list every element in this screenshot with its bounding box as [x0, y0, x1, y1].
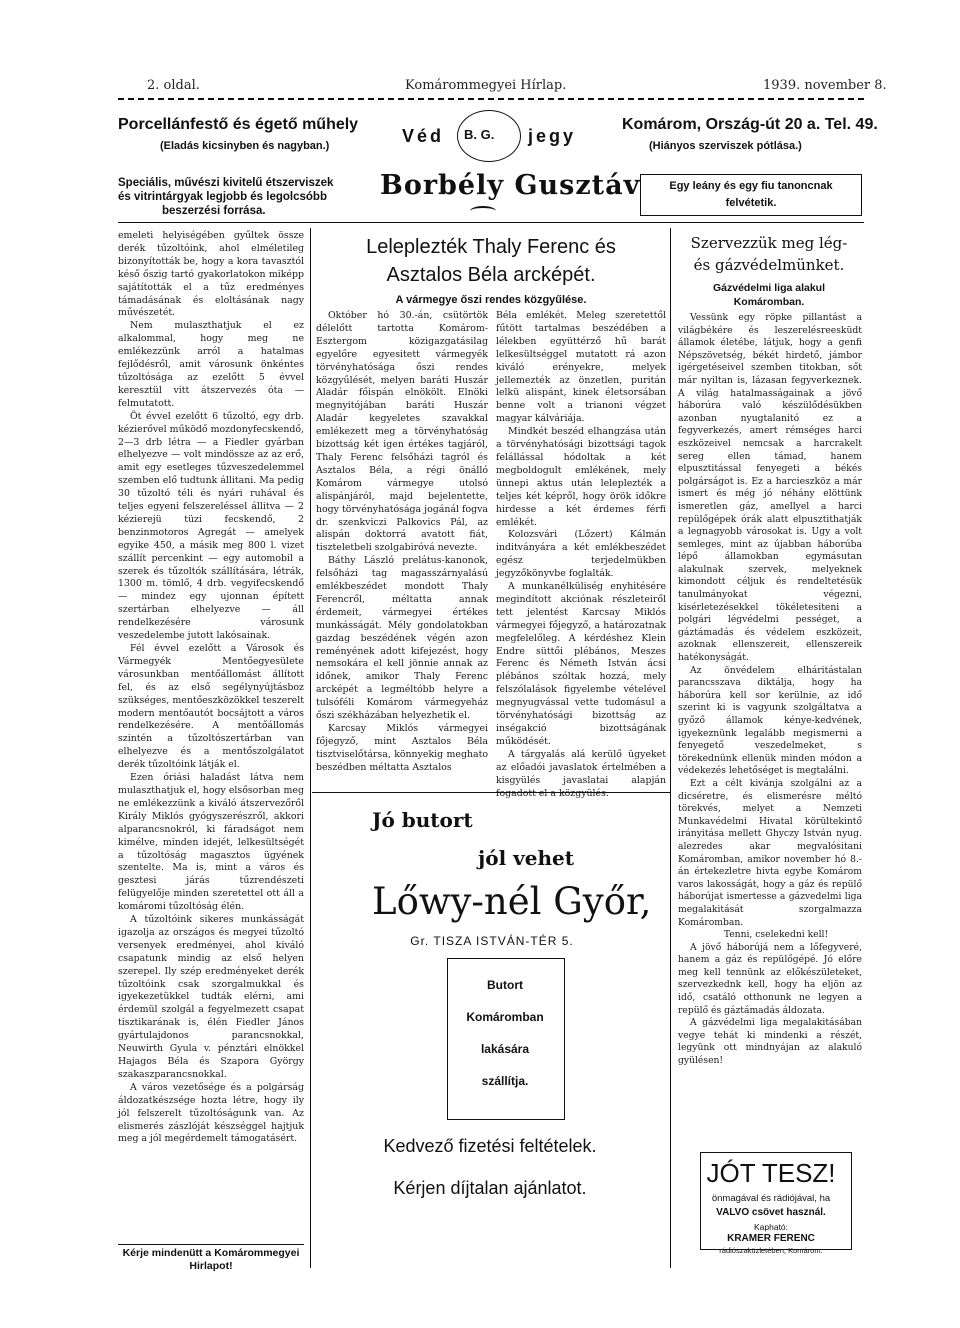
furniture-ad-store: Lőwy-nél Győr,: [372, 880, 652, 923]
county-left-para-1: Október hó 30.-án, csütörtök délelőtt tartotta Komárom-Esztergom közigazgatásilag egyelőre egyesitett vármegyék törvényhatósága őszi rendes közgyűlését, melyen baráti Huszár Aladár főispán elnökölt. Elnöki megnyitójában baráti Huszár Aladár kegyeletes szavakkal emlékezett meg a törvényhatóság bizottság két igen értékes tagjáról, Thaly Ferenc felsőházi tagról és Asztalos Béla, a régi önálló Komárom vármegye utolsó alispánjáról, majd bejelentette, hogy törvényhatósága jogánál fogva dr. szenkviczi Palkovics Pál, az alispán doktorrá avatott fiát, tiszteletbeli szolgabiróvá nevezte.: [316, 310, 488, 554]
fire-article-para-7: A város vezetősége és a polgárság áldozatkészsége hozta létre, hogy ily jól felszerelt tűzoltóságunk van. Az elismerés zászlóját készséggel hajtjuk meg a jól megérdemelt támogatásért.: [118, 1081, 304, 1145]
air-defense-para-4: Tenni, cselekedni kell!: [723, 929, 829, 941]
county-article-left: [316, 310, 488, 775]
radio-ad-title: JÓT TESZ!: [706, 1158, 836, 1188]
column-divider-1: [310, 228, 311, 1268]
furniture-box-line-4: szállítja.: [481, 1074, 529, 1088]
radio-ad-line-5: rádiószaküzletében, Komárom.: [719, 1246, 823, 1255]
air-defense-para-2: Az önvédelem elháritástalan parancsszava diktálja, hogy ha háborúra kell sor kerülnie, az idő szerint ki is vagyunk szolgáltatva a győző államok kénye-kedvének, igyekeznünk legalább megismerni a fenyegető veszedelmeket, s törekednünk ellenük minden módon a védekezés lehetőséget is megtalálni.: [678, 664, 862, 777]
header-rule: [118, 98, 864, 100]
fire-article-para-6: A tűzoltóink sikeres munkásságát igazolja az országos és megyei tűzoltó versenyek eredményei, ahol kiváló csapatunk mindig az első helyen szerepel. Ily szép eredményeket derék tűzoltóink csak szorgalmukkal és igyekezetükkel tudták elérni, ami érdemül szolgál a fegyelmezett csapat tisztikarának is, élén Fiedler János gyártulajdonos parancsnokkal, Neuwirth Gyula v. pénztári elnökkel Hajagos Béla és Szapora György szakaszparancsnokkal.: [118, 914, 304, 1080]
county-left-para-3: Karcsay Miklós vármegyei főjegyző, mint Asztalos Béla tisztviselőtársa, könnyekig meghato beszédben méltatta Asztalos: [316, 723, 488, 773]
furniture-ad-terms: Kedvező fizetési feltételek.: [383, 1136, 597, 1156]
furniture-ad-line-1: Jó butort: [372, 808, 473, 832]
trademark-right: jegy: [528, 126, 577, 146]
fire-article-para-2: Nem mulaszthatjuk el ez alkalommal, hogy meg ne emlékezzünk arról a hatalmas fejlődésről, amit városunk önkéntes tűzoltósága az ezelőtt 5 évvel keresztül vitt átszervezés óta — felmutatott.: [118, 320, 304, 409]
page-date: 1939. november 8.: [763, 78, 887, 93]
fire-article-para-3: Öt évvel ezelőtt 6 tűzoltó, egy drb. kézierővel működő mozdonyfecskendő, 2—3 drb létra — a Fiedler gyárban elhelyezve — volt mindössze az az erő, amit egy esetleges tűzveszedelemmel szemben elő tudtunk állitani. Ma pedig 30 tűzoltó téli és nyári ruhával és teljes egyeni felszereléssel állitva — 2 kézierejü tüzi fecskendő, 2 benzinmotoros Agregát — amelyek egyike 450, a másik meg 800 l. vizet szállít percenkint — egy automobil a szerek és tűzoltók szállítására, létrák, 1300 m. tömlő, 4 drb. vegyifecskendő — mindez egy ujonnan épített szertárban elhelyezve — áll rendelkezésére városunk veszedelembe jutott lakósainak.: [118, 410, 304, 642]
paper-title: Komárommegyei Hírlap.: [405, 78, 567, 93]
air-defense-article: [678, 312, 862, 1068]
county-right-para-4: A munkanélküliség enyhitésére megindított akciónak részleteiről tett jelentést Karcsay Miklós vármegyei főjegyző, a határozatnak megfelelőleg. A kérdéshez Klein Endre süttői plébános, Meszes Ferenc és Németh István ácsi plébános szóltak hozzá, mely felszólalások figyelembe vételével megnyugvással vette tudomásul a törvényhatósági bizottság az inségakció bizottságának működését.: [496, 581, 666, 747]
stamp-text: B. G.: [464, 127, 495, 142]
furniture-ad-address: Gr. TISZA ISTVÁN-TÉR 5.: [410, 934, 574, 948]
furniture-box-line-2: Komáromban: [466, 1010, 544, 1024]
air-defense-para-6: A gázvédelmi liga megalakitásában vegye tehát ki mindenki a részét, legyünk ott mindnyájan az alakuló gyülésen!: [678, 1017, 862, 1067]
furniture-ad-offer: Kérjen díjtalan ajánlatot.: [393, 1178, 587, 1198]
porcelain-ad-title: Porcellánfestő és égető műhely: [118, 116, 359, 133]
address-ad-title: Komárom, Ország-út 20 a. Tel. 49.: [622, 116, 878, 133]
air-defense-subhead-1: Gázvédelmi liga alakul: [712, 282, 826, 294]
air-defense-para-1: Vessünk egy röpke pillantást a világbékére és leszerelésreesküdt államok életébe, látjuk, hogy a genfi Népszövetség, békét hirdető, jámbor igérgetéseivel szemben titokban, sőt már nyiltan is, lázasan fegyverkeznek. A világ hatalmasságainak a jövő háborúra való készülődésükben azonban nyugtalanitó ez a fegyverkezés, amert rémséges harci eszközeivel nemcsak a harcrakelt sereg ellen támad, hanem elpusztitással fenyegeti a békés polgárságot is. Ez a harcieszköz a már ismert és még jó néhány elöttünk ismeretlen gáz, amellyel a harci repülőgépek órák alatt elpusztithatják a legnagyobb városokat is. Ugy a volt semleges, mint az újabban háborúba lépő államokban egymásutan alakulnak szervek, melyeknek kimondott céljuk és rendeltetésük tanulmányokat végezni, kisérletezésekkel tökéletesiteni a polgári légvédelmi pességet, a gáztámadás és védelem eszközeit, azoknak ellenszereit, ellenszereik hatékonyságát.: [678, 312, 862, 664]
apprentice-line-1: Egy leány és egy fiu tanoncnak: [669, 180, 833, 192]
fire-article-para-5: Ezen óriási haladást látva nem mulaszthatjuk el, hogy elsősorban meg ne emlékezzünk a kiváló átszervezőről Király Miklós gyógyszerészről, akkori alparancsnokról, ki fáradságot nem kimélve, minden idejét, lelkesültségét a tűzoltóság magasztos ügyének szentelte. Ma is, mint a város és gesztesi járás tűzrendészeti felügyelője minden szeretettel ott áll a komáromi tűzoltóság élén.: [118, 772, 304, 913]
radio-ad-line-2: VALVO csövet használ.: [716, 1207, 826, 1218]
article-bottom-rule: [312, 792, 670, 793]
special-line-3: beszerzési forrása.: [162, 205, 266, 217]
apprentice-line-2: felvétetik.: [725, 197, 777, 209]
brand-flourish: [470, 206, 496, 216]
county-headline-2: Asztalos Béla arcképét.: [386, 264, 596, 286]
county-right-para-2: Mindkét beszéd elhangzása után a törvényhatósági bizottsági tagok felállással hódoltak a két megboldogult emlékének, mely ünnepi aktus után leleplezték a teljes két képről, hogy örök időkre hirdesse a két érdemes férfi emlékét.: [496, 426, 666, 528]
furniture-box-line-3: lakására: [480, 1042, 530, 1056]
air-defense-para-3: Ezt a célt kivánja szolgálni az a dicséretre, és elismerésre méltó törekvés, melyet a Nemzeti Munkavédelmi Hivatal körültekintő irányitása mellett Ghyczy István nyug. alezredes akar megvalósitani Komáromban, amikor november hó 8.-án értekezletre hivta egybe Komárom varos lakosságát, hogy a gáz és repülő háborújat ismertesse a gázvedelmi liga megalakitását szorgalmazza Komáromban.: [678, 777, 862, 928]
air-defense-para-5: A jövő háborújá nem a lőfegyveré, hanem a gáz és repülőgépé. Jó előre meg kell tennünk az előkészületeket, szervezkednk kell, hogy ha eljön az idő, csatáló otthonunk ne legyen a repülő és gáztámadás áldozata.: [678, 941, 862, 1016]
air-defense-headline-1: Szervezzük meg lég-: [690, 234, 848, 252]
brand-name: Borbély Gusztáv: [380, 170, 641, 201]
trademark-left: Véd: [402, 126, 445, 146]
county-subhead: A vármegye őszi rendes közgyűlése.: [395, 294, 587, 306]
fire-brigade-article: [118, 230, 304, 1146]
ads-bottom-rule: [118, 222, 864, 223]
fire-article-para-1: emeleti helyiségében gyűltek össze derék tűzoltóink, ahol elméletileg bizonyították be, hogy a kora tavasztól késő őszig tartó gyakorlatokon miképp sajátították el a tűz eredményes támadásának és eloltásának nagy művészetét.: [118, 230, 304, 319]
page-number: 2. oldal.: [147, 78, 200, 93]
county-left-para-2: Báthy László prelátus-kanonok, felsőházi tag magasszárnyalású emlékbeszédet mondott Thaly Ferencről, méltatta annak érdemeit, vármegyei értékes munkásságát. Mély gondolatokban gazdag beszédének végén azon reményének adott kifejezést, hogy nemsokára el kell jönnie annak az időnek, amikor Thaly Ferenc arcképét a legméltóbb helyre a tulsóféli Komárom vármegyeház őszi székházában helyezhetik el.: [316, 555, 488, 722]
radio-ad-line-1: önmagával és rádiójával, ha: [711, 1193, 831, 1204]
county-right-para-1: Béla emlékét. Meleg szeretettől fűtött tartalmas beszédében a lélekben együttérző hű barát lelkesültséggel mutatott rá azon kiváló erényekre, melyek jellemezték az önzetlen, puritán lelkü alispánt, kinek életsorsában benne volt a trianoni végzet magyar kálváriája.: [496, 310, 666, 425]
air-defense-headline-2: és gázvédelmünket.: [693, 256, 845, 274]
county-article-right: [496, 310, 666, 800]
county-headline-1: Leleplezték Thaly Ferenc és: [366, 236, 616, 258]
radio-ad-line-4: KRAMER FERENC: [727, 1233, 815, 1244]
fire-article-para-4: Fél évvel ezelőtt a Városok és Vármegyék Mentőegyesülete városunkban mentőállomást állított fel, és az első segélynyújtásboz szükséges, mentőeszközökkel teszerelt modern mentőautót bocsájtott a város rendelkezésére. A mentőállomás szintén a tűzoltószertárban van elhelyezve és a mentőszolgálatot derék tűzoltóink látják el.: [118, 643, 304, 771]
county-right-para-3: Kolozsvári (Lőzert) Kálmán inditványára a két emlékbeszédet egész terjedelmükben jegyzőkönyvbe foglalták.: [496, 529, 666, 580]
furniture-ad-line-2: jól vehet: [478, 846, 574, 870]
subscribe-footer: Kérje mindenütt a Komárommegyei Hirlapot!: [118, 1244, 304, 1273]
column-divider-2: [670, 228, 671, 1268]
trademark-stamp: [457, 110, 521, 162]
porcelain-ad-sub: (Eladás kicsinyben és nagyban.): [160, 140, 330, 152]
address-ad-sub: (Hiányos szerviszek pótlása.): [649, 140, 802, 152]
furniture-box-line-1: Butort: [487, 978, 523, 992]
radio-ad-line-3: Kapható:: [753, 1222, 789, 1232]
county-right-para-5: A tárgyalás alá kerülő ügyeket az előadói javaslatok értelmében a kisgyülés javaslatai alapján fogadott el a közgyülés.: [496, 748, 666, 799]
special-line-2: és vitrintárgyak legjobb és legolcsóbb: [118, 191, 327, 203]
air-defense-subhead-2: Komáromban.: [733, 296, 805, 308]
special-line-1: Speciális, művészi kivitelű étszerviszek: [118, 177, 334, 189]
